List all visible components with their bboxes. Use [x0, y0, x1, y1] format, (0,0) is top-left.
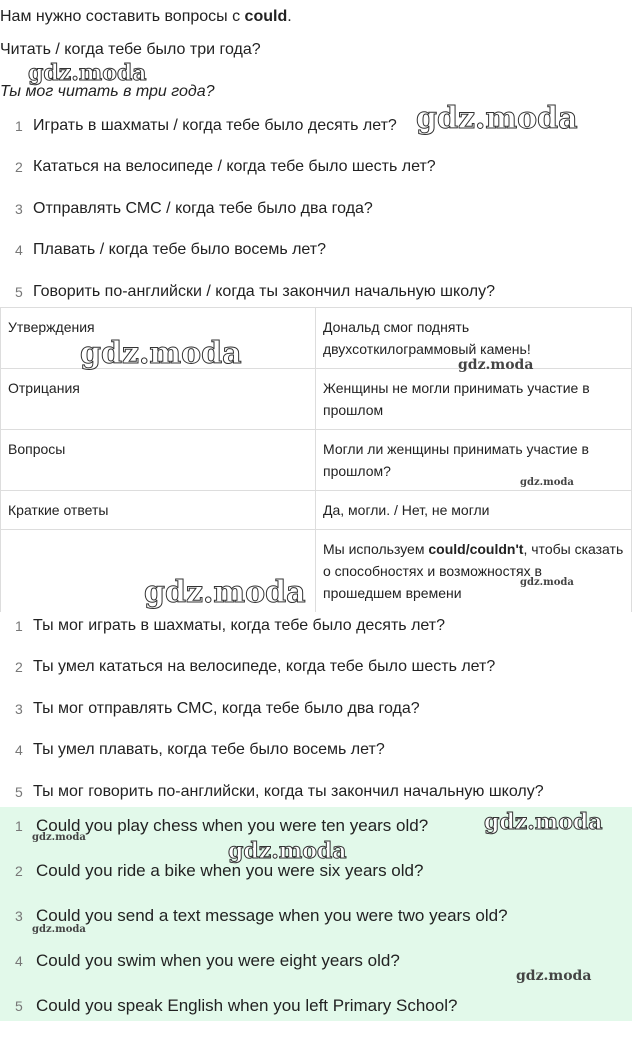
table-cell-label: Отрицания	[1, 369, 316, 430]
watermark: gdz.moda	[520, 477, 574, 488]
list-item-number: 1	[15, 818, 23, 834]
note-prefix: Мы используем	[323, 541, 429, 557]
list-item: Could you send a text message when you were two years old?	[36, 906, 508, 925]
list-item-number: 1	[15, 118, 23, 134]
list-item: Could you speak English when you left Primary School?	[36, 996, 458, 1015]
watermark: gdz.moda	[458, 357, 534, 373]
list-item: Ты мог говорить по-английски, когда ты закончил начальную школу?	[33, 783, 544, 800]
intro-bold: could	[244, 8, 288, 25]
note-suffix: , чтобы сказать о способностях и возможностях в прошедшем времени	[323, 541, 624, 601]
list-item: Плавать / когда тебе было восемь лет?	[33, 241, 327, 258]
table-cell-example: Могли ли женщины принимать участие в прошлом?	[316, 430, 632, 491]
table-cell-example: Женщины не могли принимать участие в прошлом	[316, 369, 632, 430]
list-item: Could you ride a bike when you were six years old?	[36, 861, 424, 880]
list-item: Отправлять СМС / когда тебе было два года?	[33, 200, 373, 217]
watermark: gdz.moda	[144, 575, 306, 610]
list-item: Ты умел кататься на велосипеде, когда тебе было шесть лет?	[33, 658, 496, 675]
list-item-number: 4	[15, 742, 23, 758]
list-item: Ты мог отправлять СМС, когда тебе было два года?	[33, 700, 420, 717]
watermark: gdz.moda	[416, 101, 578, 136]
list-item-number: 3	[15, 908, 23, 924]
list-item-number: 2	[15, 159, 23, 175]
table-cell-example: Да, могли. / Нет, не могли	[316, 491, 632, 530]
list-item-number: 3	[15, 201, 23, 217]
table-cell-note	[316, 530, 632, 613]
list-item-number: 2	[15, 863, 23, 879]
intro-suffix: .	[287, 8, 292, 25]
list-item: Ты мог играть в шахматы, когда тебе было десять лет?	[33, 617, 445, 634]
watermark: gdz.moda	[516, 968, 592, 984]
list-item-number: 5	[15, 784, 23, 800]
example-question: Читать / когда тебе было три года?	[0, 41, 261, 58]
list-item-number: 5	[15, 998, 23, 1014]
watermark: gdz.moda	[28, 60, 147, 86]
intro-text	[0, 7, 292, 27]
list-item-number: 1	[15, 618, 23, 634]
list-item-number: 4	[15, 242, 23, 258]
list-item: Играть в шахматы / когда тебе было десять лет?	[33, 117, 397, 134]
table-row	[1, 369, 632, 430]
list-item-number: 4	[15, 953, 23, 969]
list-item: Could you play chess when you were ten years old?	[36, 816, 429, 835]
table-row	[1, 530, 632, 613]
list-item: Говорить по-английски / когда ты закончил начальную школу?	[33, 283, 495, 300]
list-item-number: 5	[15, 284, 23, 300]
table-cell-label: Вопросы	[1, 430, 316, 491]
list-item: Could you swim when you were eight years old?	[36, 951, 400, 970]
watermark: gdz.moda	[32, 924, 86, 935]
watermark: gdz.moda	[520, 577, 574, 588]
list-item: Ты умел плавать, когда тебе было восемь лет?	[33, 741, 385, 758]
table-cell-label: Краткие ответы	[1, 491, 316, 530]
watermark: gdz.moda	[32, 832, 86, 843]
list-item-number: 3	[15, 701, 23, 717]
note-bold: could/couldn't	[428, 541, 524, 557]
table-row	[1, 491, 632, 530]
example-answer: Ты мог читать в три года?	[0, 83, 215, 100]
intro-prefix: Нам нужно составить вопросы с	[0, 8, 245, 25]
table-cell-label: Утверждения	[1, 308, 316, 369]
list-item: Кататься на велосипеде / когда тебе было шесть лет?	[33, 158, 436, 175]
table-cell-example: Дональд смог поднять двухсоткилограммовый камень!	[316, 308, 632, 369]
watermark: gdz.moda	[484, 809, 603, 835]
watermark: gdz.moda	[80, 336, 242, 371]
watermark: gdz.moda	[228, 838, 347, 864]
list-item-number: 2	[15, 659, 23, 675]
